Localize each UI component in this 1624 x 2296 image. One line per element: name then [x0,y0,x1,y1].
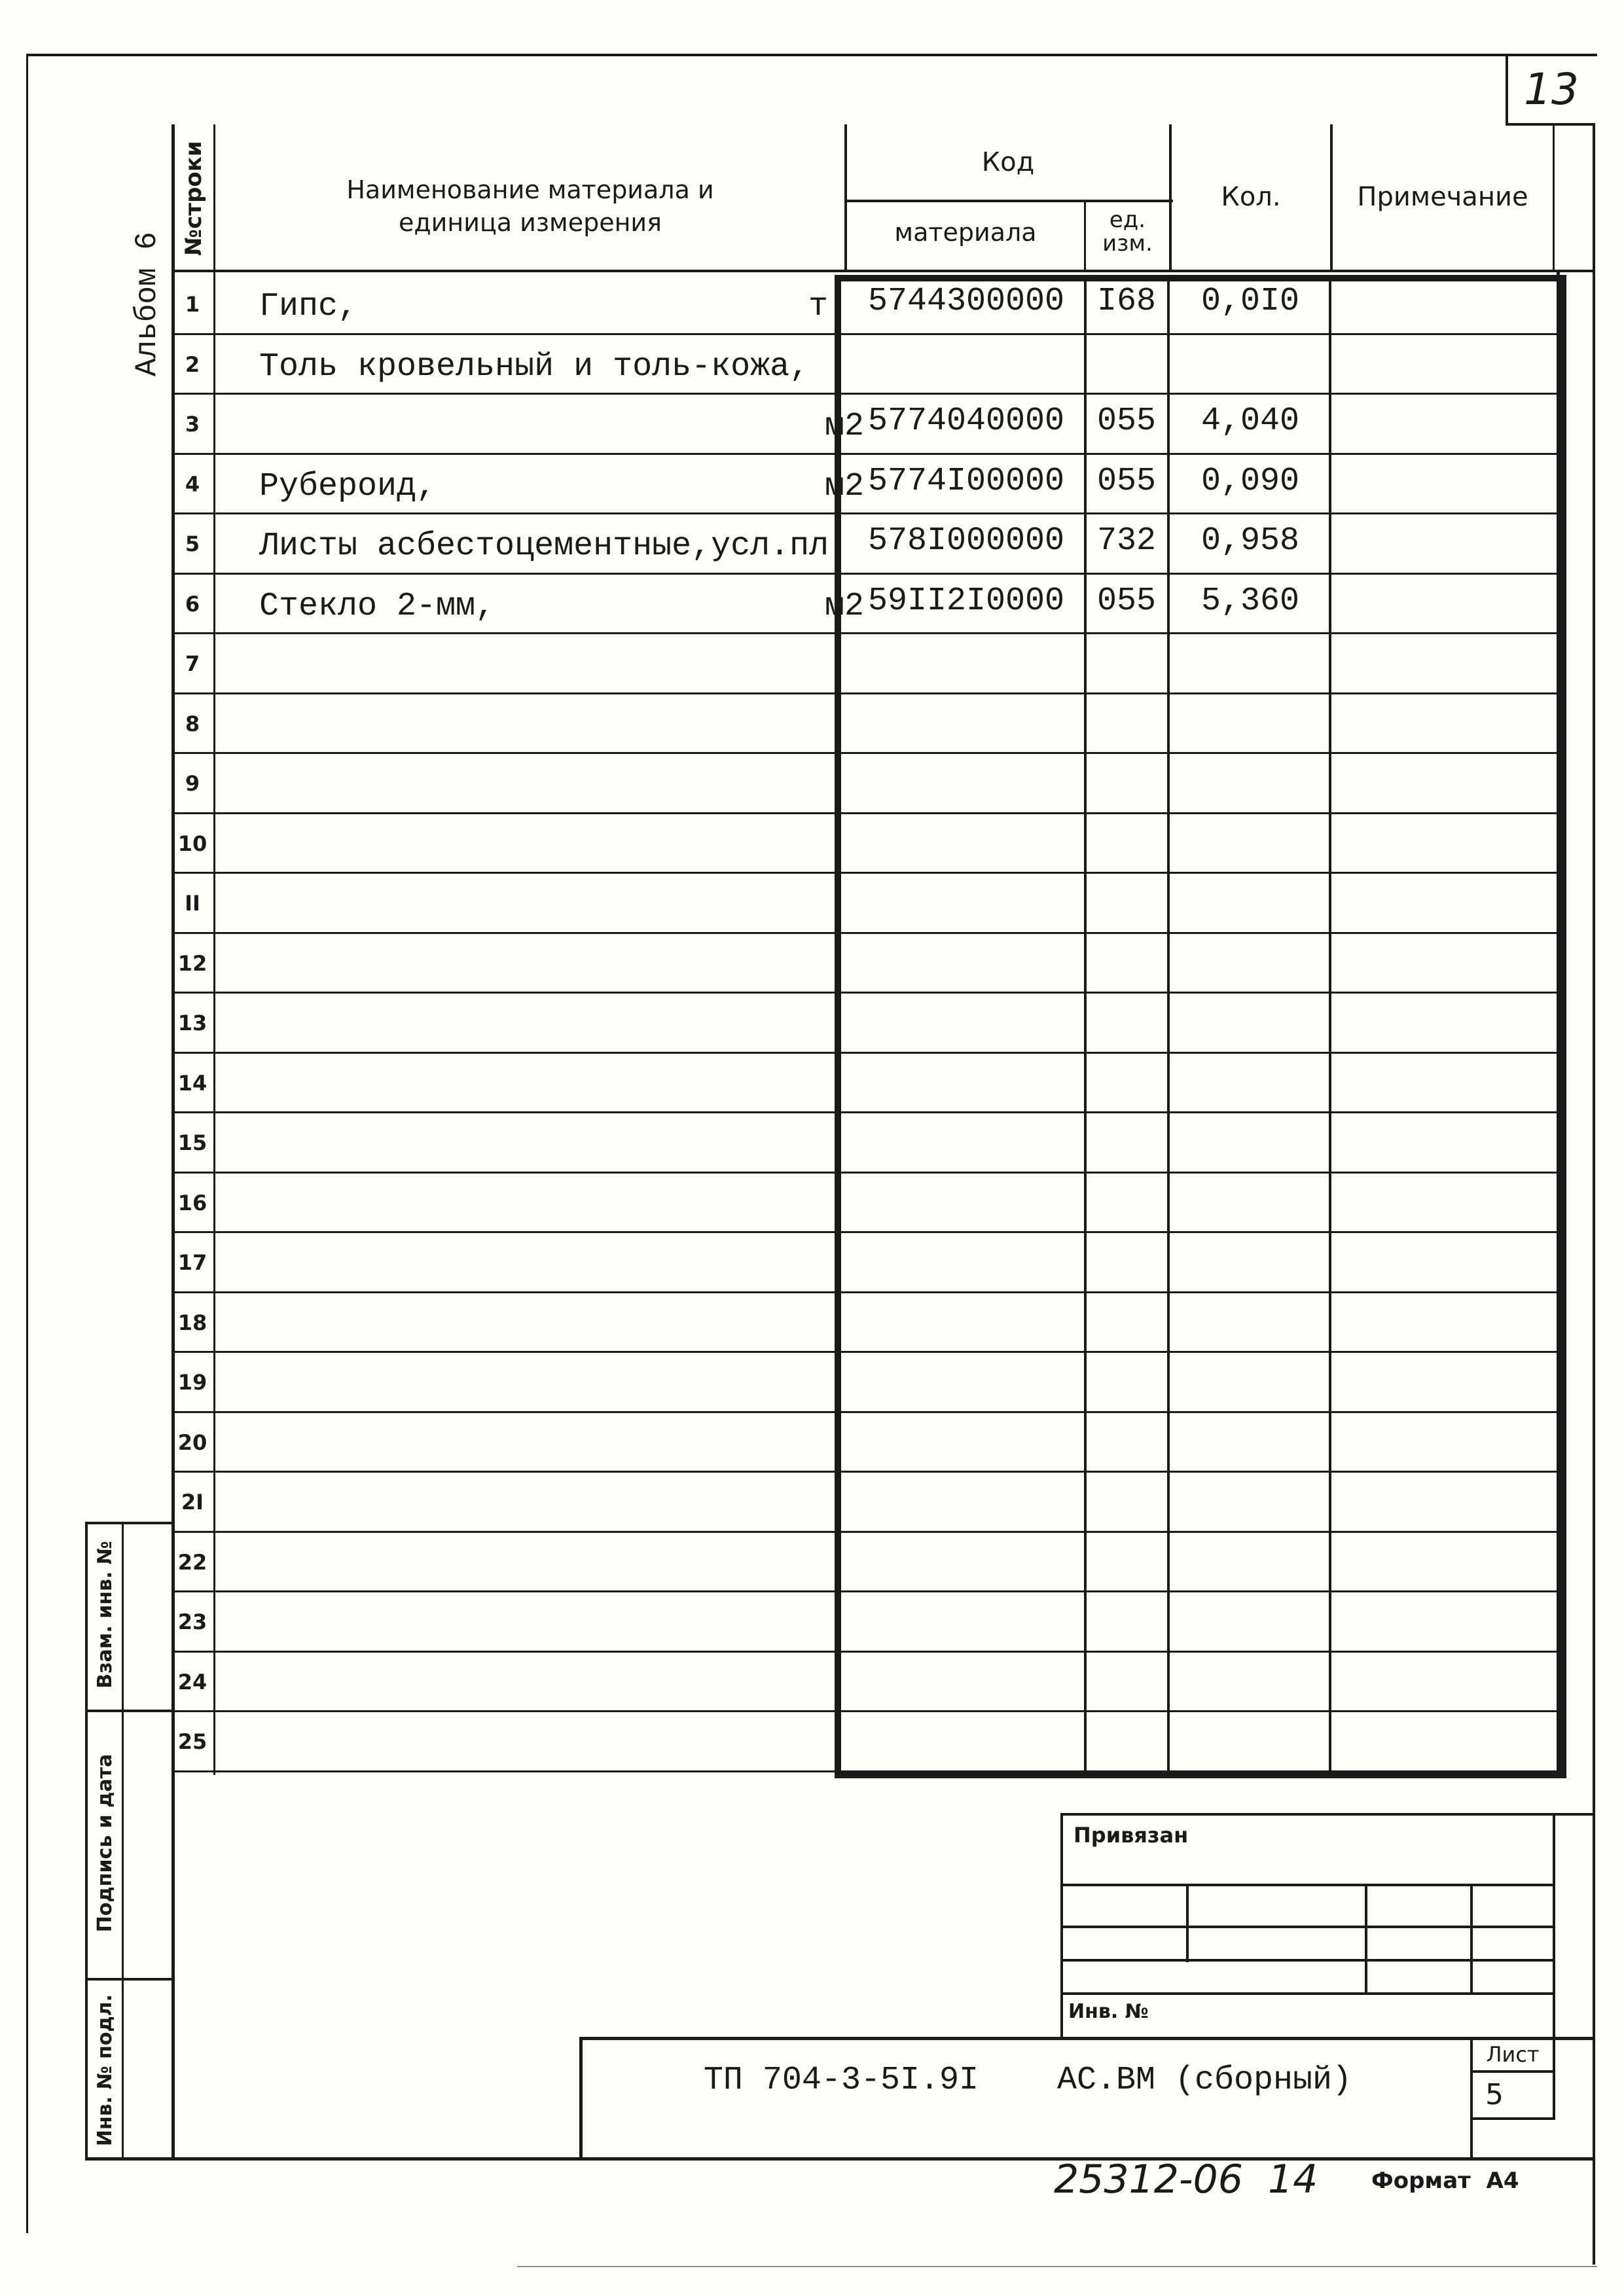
data-box [835,275,1566,1778]
row-number: 3 [185,412,200,437]
row-line [171,812,1559,814]
material-unit: м2 [825,587,865,625]
row-number: 7 [185,651,200,676]
row-line [171,1471,1559,1473]
quantity: 0,090 [1200,462,1300,500]
material-unit: т [808,288,829,325]
row-line [171,632,1559,634]
stamp-inv-no: Инв. № [1068,2000,1149,2023]
row-line [171,573,1559,575]
row-line [171,393,1559,395]
row-line [171,692,1559,694]
side-stamp-vzam-inv: Взам. инв. № [94,1541,117,1689]
stamp-line-2 [1060,1926,1555,1928]
row-number: 15 [177,1130,208,1155]
header-code-unit: ед. изм. [1102,207,1153,257]
col-line-note [1329,275,1331,1774]
material-name: Гипс, [259,288,358,325]
header-code-group: Код [981,147,1035,177]
row-line [171,1351,1559,1353]
row-number: 4 [185,471,200,497]
header-row-no: №строки [181,141,207,256]
frame-right-line [1593,124,1595,2265]
header-note: Примечание [1357,182,1528,212]
header-code-split [844,200,1173,202]
sheet-box-bottom [1470,2117,1555,2120]
row-number: 13 [177,1011,208,1035]
stamp-vline-2 [1365,1884,1367,1995]
header-bottom-line [171,270,1595,272]
row-number: 2I [181,1490,204,1515]
stamp-top [1060,1813,1595,1816]
row-line [171,992,1559,994]
unit-code: 055 [1096,582,1156,620]
row-line [171,932,1559,934]
row-number: 10 [177,831,208,856]
quantity: 0,0I0 [1200,283,1300,320]
stamp-right [1553,1813,1555,2039]
material-code: 59II2I0000 [867,582,1065,620]
row-number: 12 [177,950,208,976]
quantity: 0,958 [1200,522,1300,560]
designation: ТП 704-3-5I.9I АС.ВМ (сборный) [703,2062,1352,2099]
sheet-box-right [1553,2037,1555,2119]
row-line [171,752,1559,754]
designation-top [579,2037,1595,2040]
row-line [171,1651,1559,1653]
row-line [171,453,1559,455]
row-line [171,1111,1559,1113]
page-number: 13 [1524,64,1579,115]
row-line [171,1770,1559,1772]
row-line [171,1052,1559,1054]
row-number: 22 [177,1549,208,1575]
material-code: 5774040000 [867,403,1065,440]
material-name: Рубероид, [259,467,437,505]
row-line [171,1710,1559,1712]
side-stamp-inv-podl: Инв. № подл. [94,1994,117,2147]
row-line [171,1172,1559,1174]
material-name: Стекло 2-мм, [259,587,496,625]
row-line [171,1411,1559,1413]
col-line-outer-right [1557,272,1560,1777]
col-line-rownum [213,124,215,1775]
side-stamp-podpis-data: Подпись и дата [94,1753,117,1933]
row-line [171,1590,1559,1592]
row-number: 9 [185,771,200,796]
col-line-right-header [1553,124,1555,272]
col-line-qty [1167,275,1170,1774]
row-number: 16 [177,1190,208,1215]
row-line [171,1291,1559,1293]
row-line [171,333,1559,335]
material-code: 578I000000 [867,522,1065,560]
stamp-line-3 [1060,1959,1555,1962]
quantity: 5,360 [1200,582,1300,620]
material-code: 5744300000 [867,283,1065,320]
row-number: 19 [177,1370,208,1395]
header-quantity: Кол. [1221,182,1281,212]
row-number: 5 [185,531,200,556]
row-number: 14 [177,1070,208,1096]
header-code-material: материала [894,218,1037,247]
footer-format: Формат А4 [1371,2168,1519,2194]
unit-code: I68 [1096,283,1156,320]
row-number: 25 [177,1729,208,1754]
frame-outer-left-line [26,54,28,2233]
row-number: 8 [185,711,200,736]
sheet-box-div [1470,2070,1555,2073]
main-border-bottom [85,2157,1595,2161]
row-number: 24 [177,1669,208,1695]
unit-code: 732 [1096,522,1156,560]
sheet-label: Лист [1486,2042,1540,2067]
row-line [171,872,1559,874]
row-number: 2 [185,351,200,377]
page-number-box-bottom [1506,123,1595,126]
row-line [171,512,1559,514]
stamp-vline-3 [1470,1884,1473,1995]
sheet-number: 5 [1485,2078,1504,2111]
row-number: 18 [177,1310,208,1335]
material-code: 5774I00000 [867,462,1065,500]
material-name: Толь кровельный и толь-кожа, [259,348,810,386]
side-stamp-left [85,1522,88,2160]
side-stamp-div1 [85,1710,173,1712]
frame-top-line [26,54,1597,56]
side-stamp-top [85,1522,173,1524]
row-number: 17 [177,1250,208,1275]
row-number: 6 [185,591,200,617]
row-number: 1 [185,292,200,317]
designation-left [579,2037,583,2160]
row-number: 20 [177,1429,208,1455]
page-number-box-left [1506,54,1508,126]
footer-doc-number: 25312-06 14 [1054,2157,1318,2202]
quantity: 4,040 [1200,403,1300,440]
material-unit: м2 [825,408,865,445]
row-line [171,1531,1559,1533]
unit-code: 055 [1096,462,1156,500]
side-stamp-mid [122,1522,124,2160]
stamp-line-4 [1060,1992,1555,1995]
header-name: Наименование материала и единица измерения [346,175,714,237]
row-number: 23 [177,1609,208,1634]
row-line [171,1231,1559,1233]
scan-edge-line [517,2266,1597,2267]
col-line-unit [1084,275,1087,1774]
stamp-vline-1 [1186,1884,1189,1962]
material-name: Листы асбестоцементные,усл.пл. [259,528,849,565]
stamp-privyazan: Привязан [1074,1823,1189,1848]
stamp-line-1 [1060,1884,1555,1886]
album-label: Альбом 6 [130,232,164,376]
material-unit: м2 [825,467,865,505]
col-line-code-header [844,124,847,272]
unit-code: 055 [1096,403,1156,440]
row-number: II [185,891,200,916]
